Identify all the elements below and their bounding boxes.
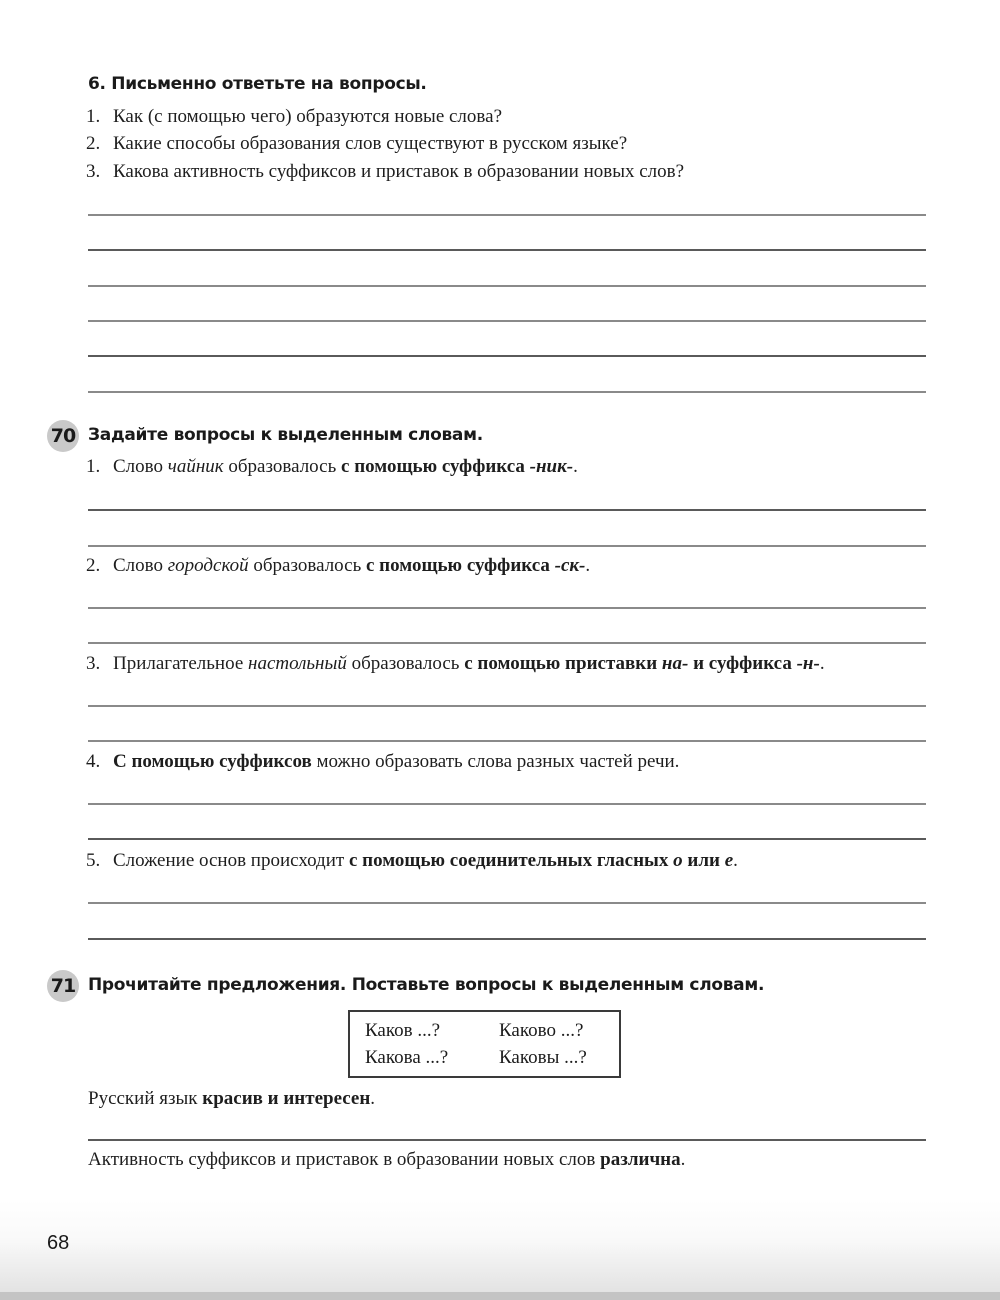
- plain-text: .: [370, 1088, 376, 1109]
- answer-line[interactable]: [88, 214, 926, 216]
- answer-line[interactable]: [88, 705, 926, 707]
- plain-text: образовалось: [248, 555, 366, 576]
- answer-line[interactable]: [88, 391, 926, 393]
- question-word: Каков ...?: [365, 1020, 441, 1041]
- answer-line[interactable]: [88, 509, 926, 511]
- highlighted-morpheme: -н-: [796, 653, 820, 674]
- question-text: Как (с помощью чего) образуются новые слова?: [113, 106, 502, 127]
- item-number: 3.: [86, 653, 101, 674]
- question-3: [86, 161, 684, 183]
- item-number: 2.: [86, 555, 101, 576]
- question-number: 1.: [86, 106, 101, 127]
- exercise-70-item-3: [86, 653, 825, 675]
- italic-word: чайник: [167, 456, 224, 477]
- question-words-box: [348, 1010, 621, 1078]
- plain-text: Русский язык: [88, 1088, 203, 1109]
- plain-text: Прилагательное: [113, 653, 249, 674]
- question-text: Какова активность суффиксов и приставок в образовании новых слов?: [113, 161, 685, 182]
- plain-text: .: [585, 555, 591, 576]
- page-edge: [0, 1292, 1000, 1300]
- plain-text: образовалось: [346, 653, 465, 674]
- exercise-70-heading: Задайте вопросы к выделенным словам.: [88, 425, 483, 445]
- plain-text: .: [819, 653, 825, 674]
- item-number: 1.: [86, 456, 101, 477]
- plain-text: .: [733, 850, 738, 871]
- exercise-71-heading: Прочитайте предложения. Поставьте вопросы к выделенным словам.: [88, 975, 765, 995]
- highlighted-morpheme: -ник-: [529, 456, 574, 477]
- exercise-70-item-1: [86, 456, 578, 478]
- exercise-71-sentence-2: [88, 1149, 685, 1171]
- question-2: [86, 133, 627, 155]
- plain-text: Слово: [113, 555, 168, 576]
- plain-text: Активность суффиксов и приставок в образовании новых слов: [88, 1149, 601, 1170]
- question-text: Какие способы образования слов существуют в русском языке?: [113, 133, 628, 154]
- question-number: 2.: [86, 133, 101, 154]
- highlighted-vowel: о: [673, 850, 683, 871]
- section-6-heading: 6. Письменно ответьте на вопросы.: [88, 74, 427, 94]
- item-number: 4.: [86, 751, 101, 772]
- question-1: [86, 106, 502, 128]
- question-word: Каковы ...?: [499, 1047, 587, 1068]
- highlighted-words: с помощью соединительных гласных: [348, 850, 669, 871]
- highlighted-vowel: е: [724, 850, 734, 871]
- answer-line[interactable]: [88, 902, 926, 904]
- exercise-number-badge: 71: [47, 970, 79, 1002]
- highlighted-words: с помощью суффикса: [366, 555, 550, 576]
- highlighted-morpheme: на-: [661, 653, 689, 674]
- plain-text: Сложение основ происходит: [113, 850, 349, 871]
- answer-line[interactable]: [88, 740, 926, 742]
- exercise-70-item-5: [86, 850, 738, 872]
- answer-line[interactable]: [88, 803, 926, 805]
- question-word: Каково ...?: [499, 1020, 584, 1041]
- highlighted-words: красив и интересен: [202, 1088, 371, 1109]
- italic-word: городской: [167, 555, 249, 576]
- answer-line[interactable]: [88, 938, 926, 940]
- question-word: Какова ...?: [365, 1047, 449, 1068]
- highlighted-morpheme: -ск-: [554, 555, 586, 576]
- answer-line[interactable]: [88, 249, 926, 251]
- highlighted-words: различна: [600, 1149, 681, 1170]
- answer-line[interactable]: [88, 642, 926, 644]
- plain-text: .: [680, 1149, 686, 1170]
- item-number: 5.: [86, 850, 101, 871]
- highlighted-words: с помощью приставки: [464, 653, 658, 674]
- plain-text: .: [573, 456, 578, 477]
- exercise-number-badge: 70: [47, 420, 79, 452]
- answer-line[interactable]: [88, 320, 926, 322]
- exercise-71-sentence-1: [88, 1088, 375, 1110]
- italic-word: настольный: [248, 653, 347, 674]
- answer-line[interactable]: [88, 285, 926, 287]
- exercise-70-item-4: [86, 751, 679, 773]
- plain-text: можно образовать слова разных частей речи.: [311, 751, 680, 772]
- plain-text: образовалось: [223, 456, 342, 477]
- highlighted-words: или: [687, 850, 720, 871]
- answer-line[interactable]: [88, 545, 926, 547]
- answer-line[interactable]: [88, 1139, 926, 1141]
- plain-text: Слово: [113, 456, 168, 477]
- answer-line[interactable]: [88, 607, 926, 609]
- highlighted-words: и суффикса: [693, 653, 792, 674]
- highlighted-words: с помощью суффикса: [341, 456, 525, 477]
- exercise-70-item-2: [86, 555, 590, 577]
- page-number: 68: [47, 1232, 70, 1254]
- answer-line[interactable]: [88, 838, 926, 840]
- question-number: 3.: [86, 161, 101, 182]
- highlighted-words: С помощью суффиксов: [113, 751, 312, 772]
- answer-line[interactable]: [88, 355, 926, 357]
- page-bottom-shade: [0, 1200, 1000, 1292]
